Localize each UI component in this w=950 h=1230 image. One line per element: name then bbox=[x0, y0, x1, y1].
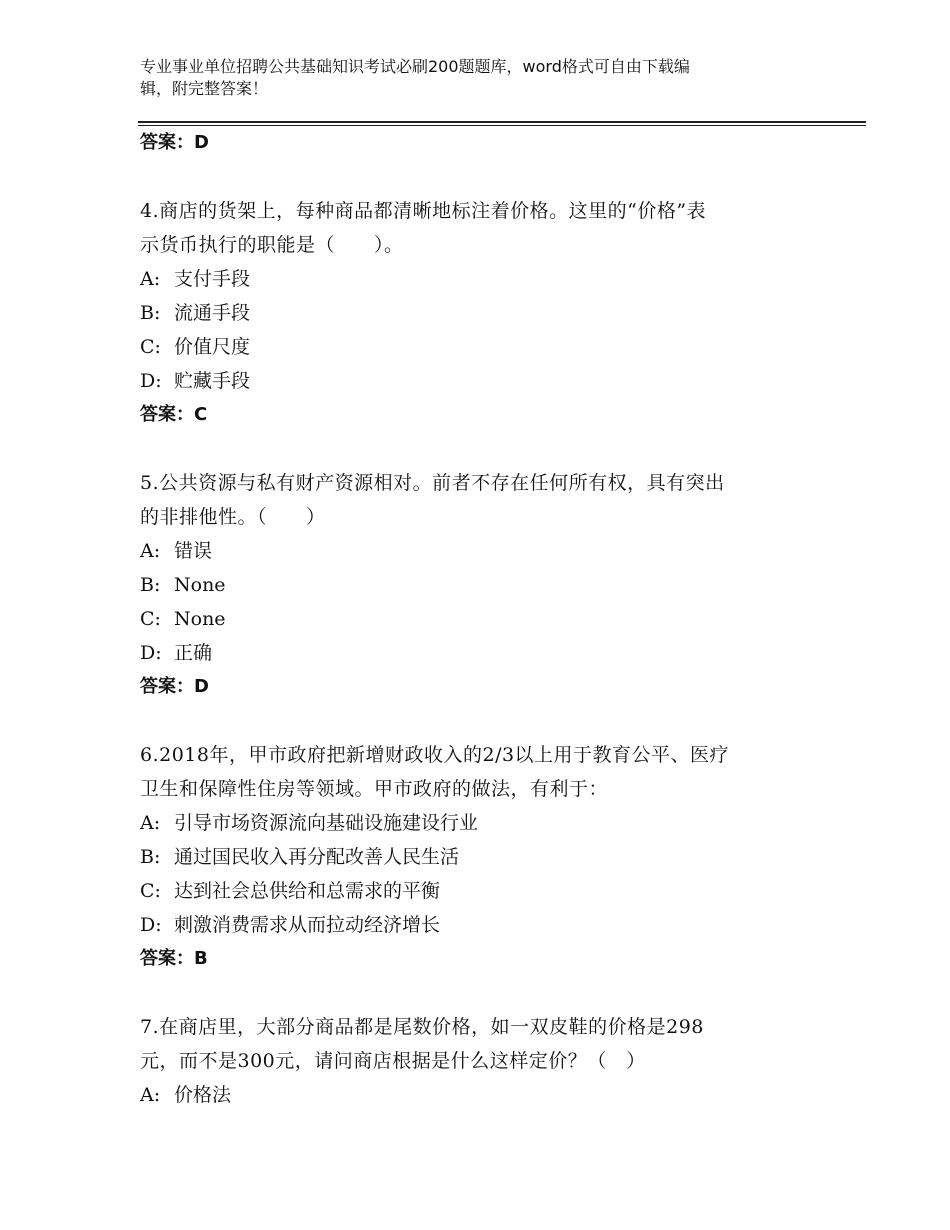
option-d bbox=[140, 364, 800, 398]
question-stem-line-2: 示货币执行的职能是（ ）。 bbox=[140, 234, 404, 256]
option-text: 支付手段 bbox=[174, 268, 251, 290]
answer: 答案：C bbox=[140, 404, 208, 425]
option-key: B: bbox=[140, 846, 161, 868]
question-stem bbox=[140, 1010, 800, 1078]
option-key: C: bbox=[140, 336, 161, 358]
spacer bbox=[140, 976, 800, 1010]
option-text: None bbox=[174, 574, 226, 596]
option-key: C: bbox=[140, 608, 161, 630]
option-key: B: bbox=[140, 574, 161, 596]
spacer bbox=[140, 432, 800, 466]
option-b bbox=[140, 296, 800, 330]
option-text: 价格法 bbox=[174, 1084, 232, 1106]
question-stem-line-2: 卫生和保障性住房等领域。甲市政府的做法，有利于： bbox=[140, 778, 609, 800]
spacer bbox=[140, 704, 800, 738]
option-text: 通过国民收入再分配改善人民生活 bbox=[174, 846, 460, 868]
option-key: A: bbox=[140, 268, 161, 290]
option-text: 引导市场资源流向基础设施建设行业 bbox=[174, 812, 479, 834]
spacer bbox=[140, 160, 800, 194]
option-text: 刺激消费需求从而拉动经济增长 bbox=[174, 914, 441, 936]
option-a bbox=[140, 262, 800, 296]
header-rule-thick bbox=[138, 121, 866, 123]
question-stem-line-1: 6.2018年，甲市政府把新增财政收入的2/3以上用于教育公平、医疗 bbox=[140, 744, 730, 766]
question-4 bbox=[140, 194, 800, 432]
page-header bbox=[140, 56, 800, 100]
question-7 bbox=[140, 1010, 800, 1112]
question-5 bbox=[140, 466, 800, 704]
option-key: B: bbox=[140, 302, 161, 324]
question-stem-line-1: 5.公共资源与私有财产资源相对。前者不存在任何所有权，具有突出 bbox=[140, 472, 725, 494]
header-line-1: 专业事业单位招聘公共基础知识考试必刷200题题库，word格式可自由下载编 bbox=[140, 57, 690, 76]
option-c bbox=[140, 330, 800, 364]
answer: 答案：B bbox=[140, 948, 208, 969]
option-a bbox=[140, 806, 800, 840]
option-key: D: bbox=[140, 914, 162, 936]
option-b bbox=[140, 568, 800, 602]
answer-previous: 答案：D bbox=[140, 132, 209, 153]
question-6 bbox=[140, 738, 800, 976]
question-stem-line-1: 7.在商店里，大部分商品都是尾数价格，如一双皮鞋的价格是298 bbox=[140, 1016, 704, 1038]
option-d bbox=[140, 908, 800, 942]
option-text: 价值尺度 bbox=[174, 336, 251, 358]
option-a bbox=[140, 1078, 800, 1112]
option-text: None bbox=[174, 608, 226, 630]
question-stem bbox=[140, 194, 800, 262]
document-body bbox=[140, 126, 800, 1112]
option-a bbox=[140, 534, 800, 568]
question-stem bbox=[140, 466, 800, 534]
option-d bbox=[140, 636, 800, 670]
question-stem-line-2: 元，而不是300元，请问商店根据是什么这样定价？（ ） bbox=[140, 1050, 646, 1072]
option-text: 贮藏手段 bbox=[174, 370, 251, 392]
option-key: A: bbox=[140, 1084, 161, 1106]
option-text: 流通手段 bbox=[174, 302, 251, 324]
option-key: D: bbox=[140, 642, 162, 664]
option-c bbox=[140, 874, 800, 908]
question-stem-line-1: 4.商店的货架上，每种商品都清晰地标注着价格。这里的“价格”表 bbox=[140, 200, 707, 222]
option-text: 正确 bbox=[174, 642, 213, 664]
answer: 答案：D bbox=[140, 676, 209, 697]
option-text: 错误 bbox=[174, 540, 213, 562]
question-stem-line-2: 的非排他性。（ ） bbox=[140, 506, 326, 528]
question-stem bbox=[140, 738, 800, 806]
option-key: D: bbox=[140, 370, 162, 392]
option-key: A: bbox=[140, 540, 161, 562]
option-key: C: bbox=[140, 880, 161, 902]
option-text: 达到社会总供给和总需求的平衡 bbox=[174, 880, 441, 902]
option-key: A: bbox=[140, 812, 161, 834]
option-c bbox=[140, 602, 800, 636]
option-b bbox=[140, 840, 800, 874]
header-line-2: 辑，附完整答案！ bbox=[140, 79, 269, 98]
